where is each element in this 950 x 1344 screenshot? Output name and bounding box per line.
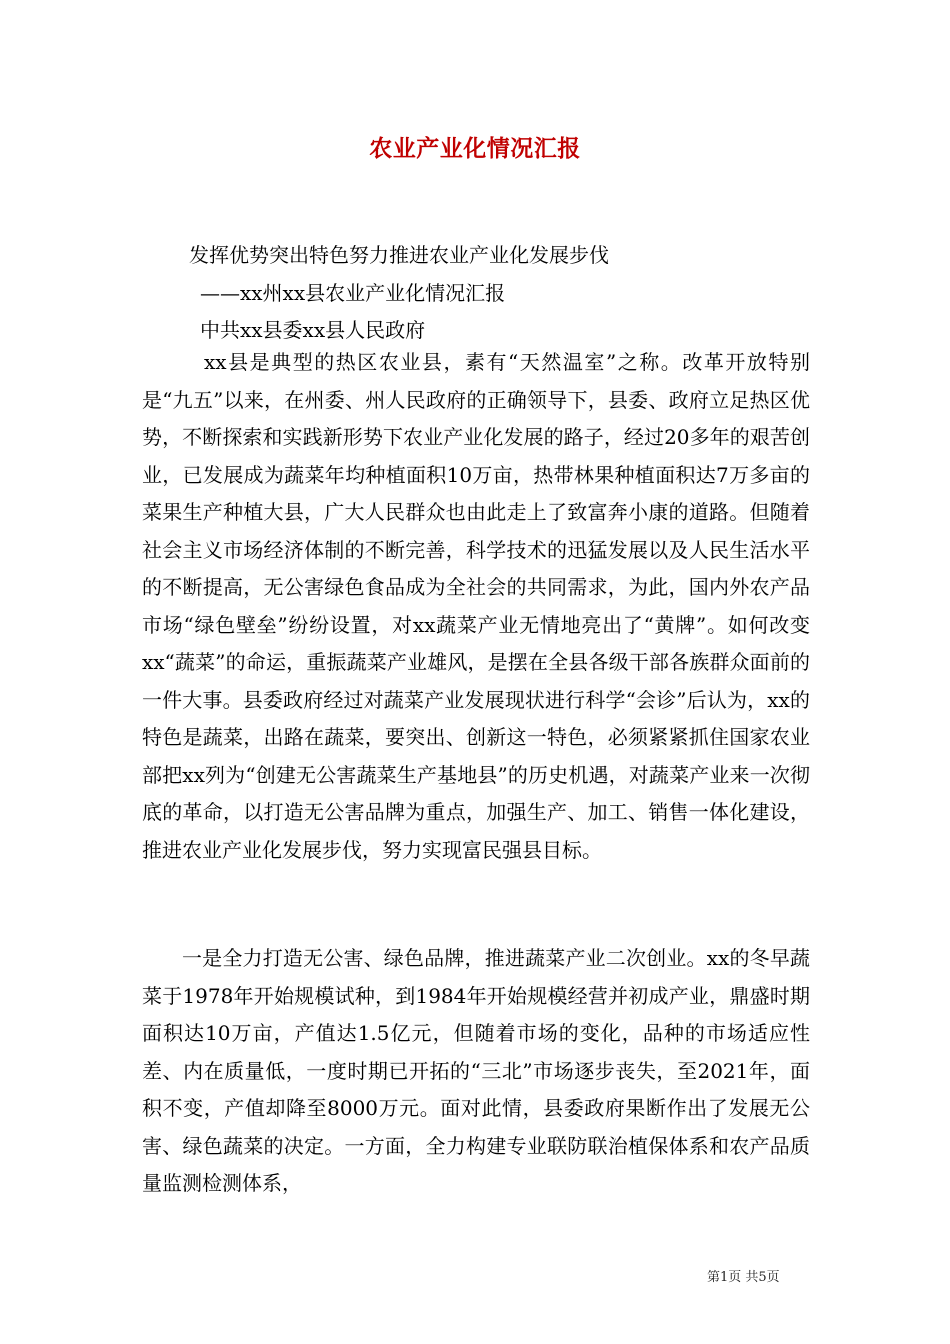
body-paragraph-block-2: [142, 940, 810, 1203]
document-subtitle: 发挥优势突出特色努力推进农业产业化发展步伐: [189, 243, 609, 267]
document-author: 中共xx县委xx县人民政府: [200, 318, 426, 342]
document-subtitle-secondary: ——xx州xx县农业产业化情况汇报: [200, 281, 506, 305]
page-number-footer: 第1页 共5页: [707, 1270, 780, 1285]
paragraph-1: xx县是典型的热区农业县，素有“天然温室”之称。改革开放特别是“九五”以来，在州委、州人民政府的正确领导下，县委、政府立足热区优势，不断探索和实践新形势下农业产业化发展的路子，经过20多年的艰苦创业，已发展成为蔬菜年均种植面积10万亩，热带林果种植面积达7万多亩的菜果生产种植大县，广大人民群众也由此走上了致富奔小康的道路。但随着社会主义市场经济体制的不断完善，科学技术的迅猛发展以及人民生活水平的不断提高，无公害绿色食品成为全社会的共同需求，为此，国内外农产品市场“绿色壁垒”纷纷设置，对xx蔬菜产业无情地亮出了“黄牌”。如何改变xx“蔬菜”的命运，重振蔬菜产业雄风，是摆在全县各级干部各族群众面前的一件大事。县委政府经过对蔬菜产业发展现状进行科学“会诊”后认为，xx的特色是蔬菜，出路在蔬菜，要突出、创新这一特色，必须紧紧抓住国家农业部把xx列为“创建无公害蔬菜生产基地县”的历史机遇，对蔬菜产业来一次彻底的革命，以打造无公害品牌为重点，加强生产、加工、销售一体化建设，推进农业产业化发展步伐，努力实现富民强县目标。: [142, 350, 810, 862]
paragraph-2: 一是全力打造无公害、绿色品牌，推进蔬菜产业二次创业。xx的冬早蔬菜于1978年开始规模试种，到1984年开始规模经营并初成产业，鼎盛时期面积达10万亩，产值达1.5亿元，但随着市场的变化，品种的市场适应性差、内在质量低，一度时期已开拓的“三北”市场逐步丧失，至2021年，面积不变，产值却降至8000万元。面对此情，县委政府果断作出了发展无公害、绿色蔬菜的决定。一方面，全力构建专业联防联治植保体系和农产品质量监测检测体系，: [142, 946, 810, 1195]
document-title: 农业产业化情况汇报: [369, 136, 581, 162]
body-paragraph-block-1: [142, 344, 810, 869]
